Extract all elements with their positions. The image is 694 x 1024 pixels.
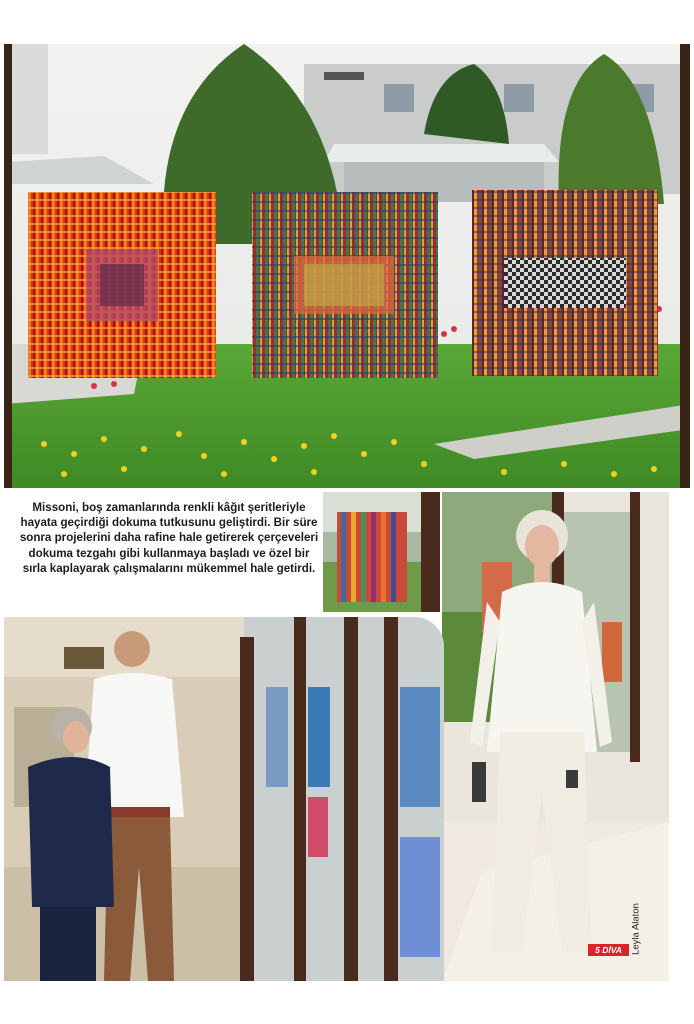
photo-credit-text: Leyla Alaton: [630, 903, 642, 955]
garden-scene: [4, 44, 690, 488]
article-caption: Missoni, boş zamanlarında renkli kâğıt şeritleriyle hayata geçirdiği dokuma tutkusunu geliştirdi. Bir süre sonra projelerini daha rafine hale getirerek çerçeveleri dokuma tezgahı gibi kullanmaya başladı ve özel bir sırla kaplayarak çalışmalarını mükemmel hale getirdi.: [19, 501, 319, 575]
artwork-checker-weave: [472, 190, 658, 376]
photo-window-artwork: [323, 492, 440, 612]
corridor-scene: [4, 617, 444, 981]
top-photo-garden-artworks: [4, 44, 690, 488]
artwork-plaid-weave: [252, 192, 438, 378]
artwork-red-weave: [28, 192, 216, 378]
window-artwork-scene: [323, 492, 440, 612]
photo-credit: [630, 902, 642, 956]
magazine-badge: 5 DİVA: [588, 944, 629, 956]
photo-gallery-corridor: [4, 617, 444, 981]
